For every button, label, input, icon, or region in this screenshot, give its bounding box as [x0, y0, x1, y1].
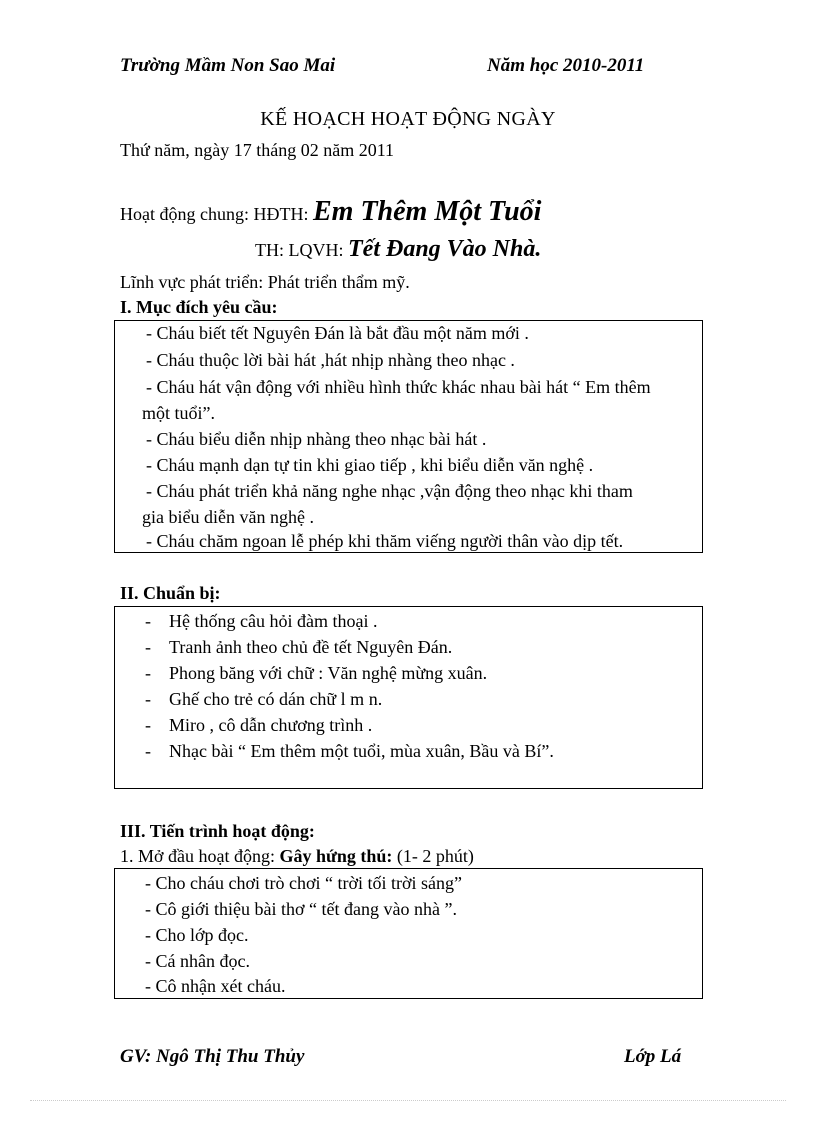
section1-line: - Cháu thuộc lời bài hát ,hát nhịp nhàng theo nhạc . [146, 350, 515, 370]
section3-heading: III. Tiến trình hoạt động: [120, 821, 315, 841]
section1-line: một tuổi”. [142, 403, 215, 423]
section2-box: - Hệ thống câu hỏi đàm thoại . - Tranh ảnh theo chủ đề tết Nguyên Đán. - Phong băng với chữ : Văn nghệ mừng xuân. - Ghế cho trẻ có dán chữ l m n. - Miro , cô dẫn chương trình . - Nhạc bài “ Em thêm một tuổi, mùa xuân, Bầu và Bí”. [114, 606, 703, 789]
section3-subheading: 1. Mở đầu hoạt động: Gây hứng thú: (1- 2 phút) [120, 846, 474, 866]
page-title: KẾ HOẠCH HOẠT ĐỘNG NGÀY [260, 108, 556, 130]
section1-line: - Cháu biết tết Nguyên Đán là bắt đầu một năm mới . [146, 323, 529, 343]
section2-heading: II. Chuẩn bị: [120, 583, 221, 603]
section1-heading: I. Mục đích yêu cầu: [120, 297, 278, 317]
section1-line: - Cháu phát triển khả năng nghe nhạc ,vận động theo nhạc khi tham [146, 481, 633, 501]
school-year: Năm học 2010-2011 [487, 55, 645, 76]
date-line: Thứ năm, ngày 17 tháng 02 năm 2011 [120, 140, 395, 160]
activity-name-2: Tết Đang Vào Nhà. [348, 236, 542, 262]
section3-line: - Cá nhân đọc. [145, 951, 250, 971]
section1-line: - Cháu chăm ngoan lễ phép khi thăm viếng người thân vào dịp tết. [146, 531, 624, 551]
section3-line: - Cho lớp đọc. [145, 925, 249, 945]
activity-label-2: TH: LQVH: [255, 240, 344, 260]
section1-line: gia biểu diễn văn nghệ . [142, 507, 314, 527]
section1-box [114, 320, 703, 553]
teacher-name: GV: Ngô Thị Thu Thủy [120, 1046, 305, 1067]
activity-label: Hoạt động chung: HĐTH: [120, 204, 309, 224]
footer-divider [30, 1100, 786, 1101]
section3-line: - Cho cháu chơi trò chơi “ trời tối trời sáng” [145, 873, 462, 893]
section1-line: - Cháu mạnh dạn tự tin khi giao tiếp , khi biểu diễn văn nghệ . [146, 455, 594, 475]
activity-name: Em Thêm Một Tuổi [312, 196, 542, 227]
section3-box [114, 868, 703, 999]
activity-secondary [255, 236, 541, 263]
section1-line: - Cháu hát vận động với nhiều hình thức khác nhau bài hát “ Em thêm [146, 377, 651, 397]
activity-main [120, 196, 541, 228]
class-name: Lớp Lá [624, 1046, 682, 1067]
school-name: Trường Mầm Non Sao Mai [120, 55, 336, 76]
section3-line: - Cô nhận xét cháu. [145, 976, 286, 996]
section1-line: - Cháu biểu diễn nhịp nhàng theo nhạc bài hát . [146, 429, 487, 449]
development-field: Lĩnh vực phát triển: Phát triển thẩm mỹ. [120, 272, 410, 292]
section3-line: - Cô giới thiệu bài thơ “ tết đang vào nhà ”. [145, 899, 457, 919]
